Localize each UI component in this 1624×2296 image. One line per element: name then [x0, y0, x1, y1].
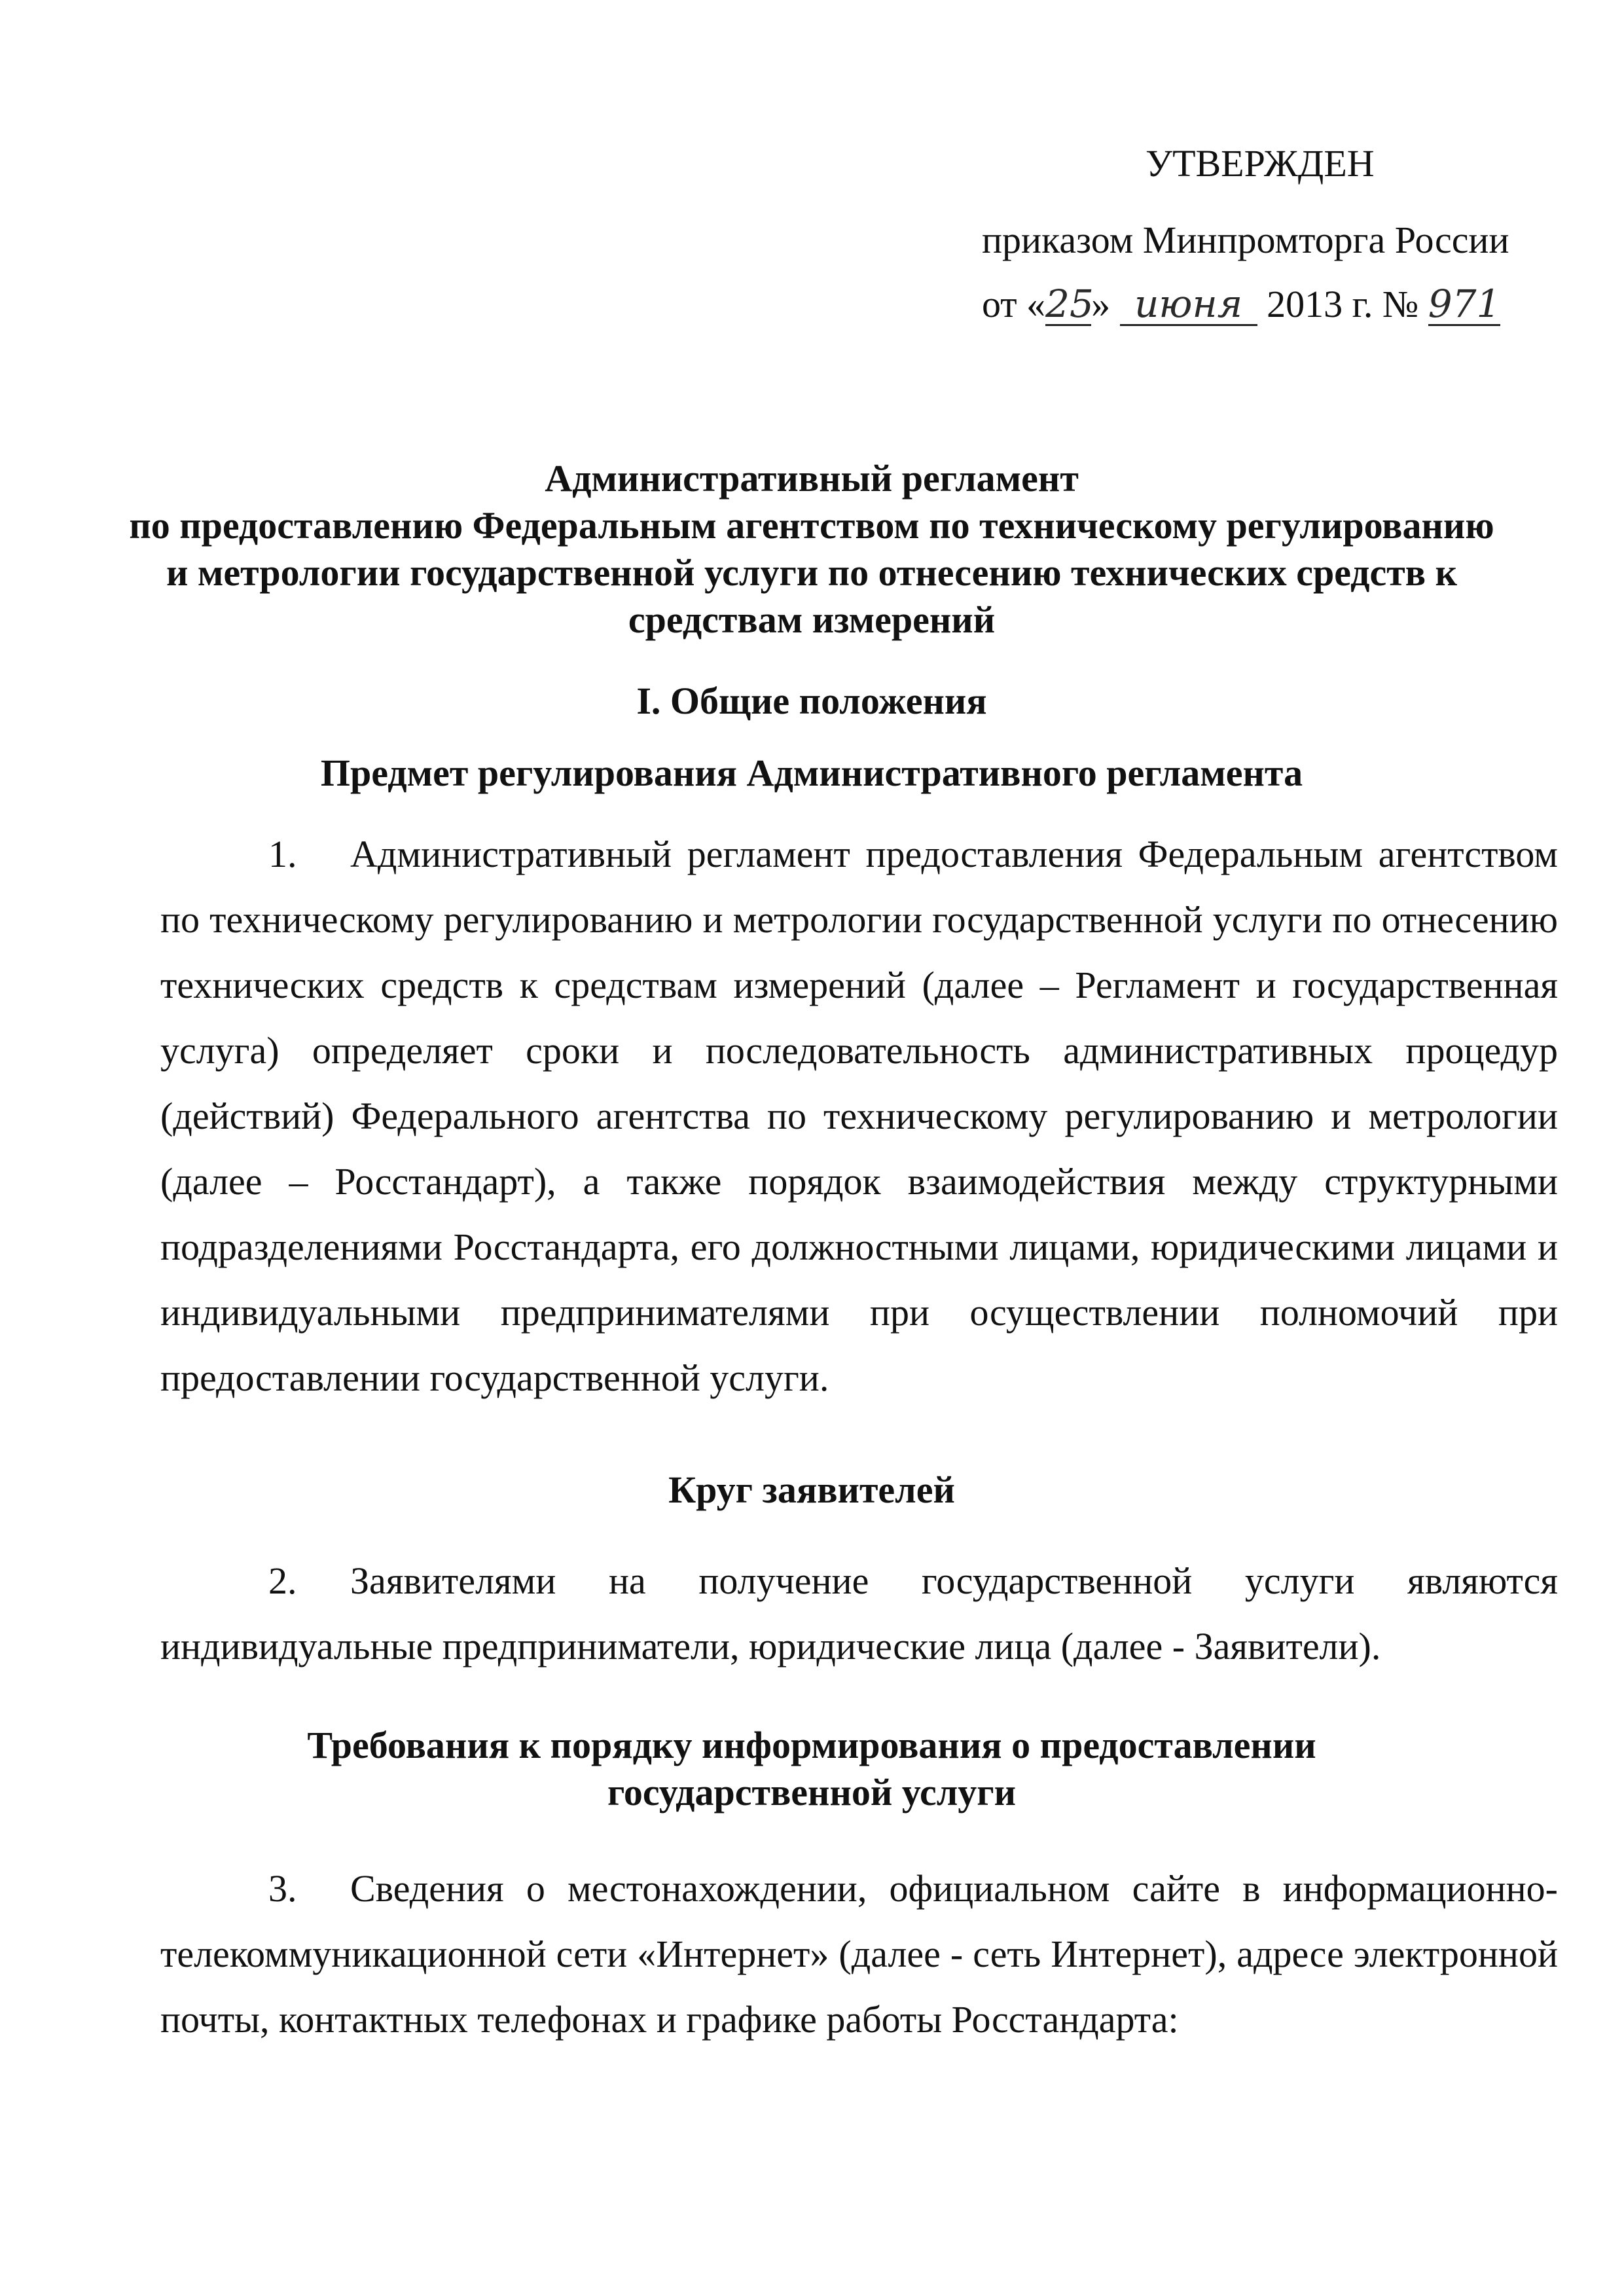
paragraph-1-number: 1.: [268, 833, 297, 875]
title-line-1: Административный регламент: [545, 457, 1079, 500]
section-2-heading: Круг заявителей: [668, 1468, 955, 1511]
paragraph-3-text: Сведения о местонахождении, официальном сайте в информационно-телекоммуникационной сети «Интернет» (далее - сеть Интернет), адресе электронной почты, контактных телефонах и графике работы Росстандарта:: [160, 1867, 1558, 2041]
order-date-line: [982, 282, 1500, 327]
handwritten-month: июня: [1120, 284, 1257, 326]
title-line-3: и метрологии государственной услуги по отнесению технических средств к: [166, 551, 1457, 594]
date-mid: »: [1091, 283, 1111, 325]
paragraph-2-text: Заявителями на получение государственной услуги являются индивидуальные предприниматели, юридические лица (далее - Заявители).: [160, 1559, 1558, 1667]
handwritten-day: 25: [1045, 282, 1094, 326]
paragraph-3: [160, 1856, 1558, 2052]
paragraph-3-number: 3.: [268, 1867, 297, 1910]
title-line-4: средствам измерений: [628, 598, 996, 641]
paragraph-1-text: Административный регламент предоставления Федеральным агентством по техническому регулированию и метрологии государственной услуги по отнесению технических средств к средствам измерений (далее – Регламент и государственная услуга) определяет сроки и последовательность административных процедур (действий) Федерального агентства по техническому регулированию и метрологии (далее – Росстандарт), а также порядок взаимодействия между структурными подразделениями Росстандарта, его должностными лицами, юридическими лицами и индивидуальными предпринимателями при осуществлении полномочий при предоставлении государственной услуги.: [160, 833, 1558, 1399]
section-1-subheading: Предмет регулирования Административного регламента: [320, 752, 1303, 794]
paragraph-1: [160, 822, 1558, 1411]
approved-label: УТВЕРЖДЕН: [1146, 142, 1375, 185]
date-year: 2013 г. №: [1267, 283, 1419, 325]
paragraph-2-number: 2.: [268, 1559, 297, 1602]
title-line-2: по предоставлению Федеральным агентством по техническому регулированию: [129, 504, 1494, 547]
document-title: [98, 455, 1525, 644]
section-3-heading: [98, 1722, 1525, 1816]
date-prefix: от «: [982, 283, 1046, 325]
section-3-heading-line-1: Требования к порядку информирования о предоставлении: [307, 1724, 1316, 1766]
paragraph-2: [160, 1548, 1558, 1679]
section-1-heading: I. Общие положения: [636, 680, 987, 722]
order-line: приказом Минпромторга России: [982, 219, 1509, 261]
handwritten-order-number: 971: [1428, 282, 1501, 326]
section-3-heading-line-2: государственной услуги: [607, 1771, 1017, 1813]
